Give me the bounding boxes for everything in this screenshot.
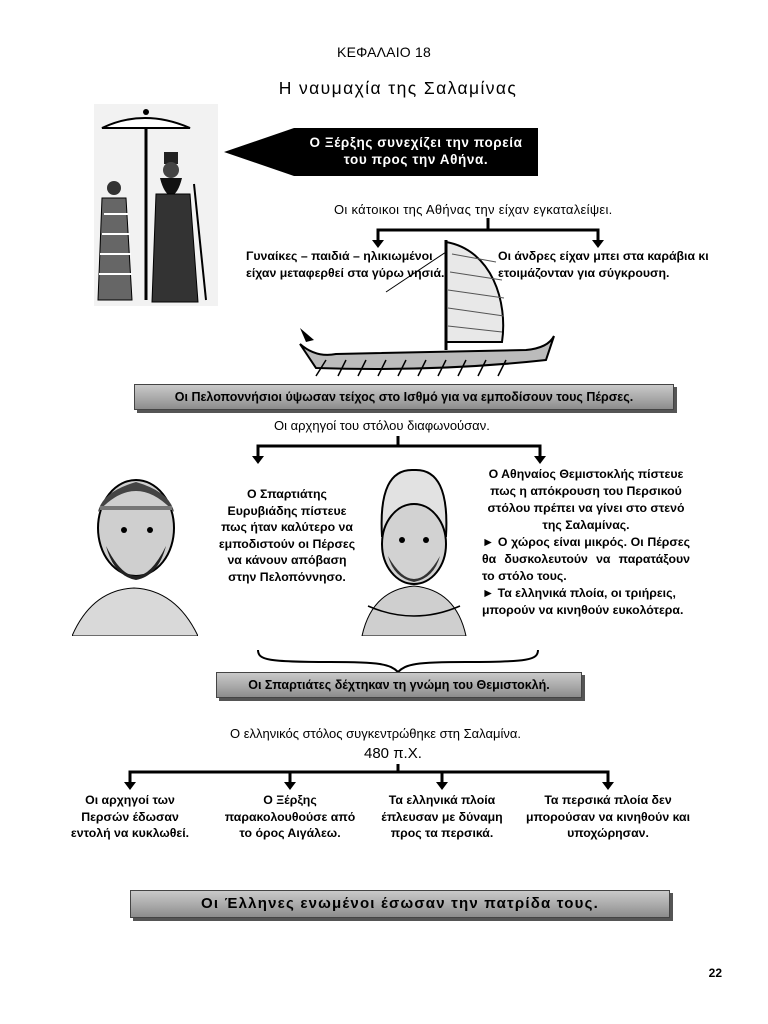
themistocles-intro: Ο Αθηναίος Θεμιστοκλής πίστευε πως η απόκρουση του Περσικού στόλου πρέπει να γίνει στο στενό της Σαλαμίνας. (487, 467, 685, 532)
men-ships-text: Οι άνδρες είχαν μπει στα καράβια κι ετοιμάζονταν για σύγκρουση. (498, 249, 709, 280)
outcome-item-3: Τα ελληνικά πλοία έπλευσαν με δύναμη προς τα περσικά. (381, 793, 503, 840)
themistocles-point-1-text: Ο χώρος είναι μικρός. Οι Πέρσες θα δυσκολευτούν να παρατάξουν το στόλο τους. (482, 535, 690, 583)
page-title: Η ναυμαχία της Σαλαμίνας (278, 78, 518, 98)
page-number: 22 (708, 966, 722, 980)
outcome-item-2: Ο Ξέρξης παρακολουθούσε από το όρος Αιγάλεω. (224, 793, 356, 840)
eurybiades-bust (72, 468, 198, 636)
year-label: 480 π.Χ. (364, 745, 422, 762)
leaders-disagreed-text: Οι αρχηγοί του στόλου διαφωνούσαν. (274, 418, 490, 433)
chapter-heading: ΚΕΦΑΛΑΙΟ 18 (337, 44, 431, 60)
themistocles-bust (358, 466, 470, 636)
outcome-item-4: Τα περσικά πλοία δεν μπορούσαν να κινηθούν και υποχώρησαν. (525, 793, 691, 840)
women-children-text: Γυναίκες – παιδιά – ηλικιωμένοι είχαν μεταφερθεί στα γύρω νησιά. (246, 249, 445, 280)
themistocles-text-block (482, 466, 690, 619)
wall-banner: Οι Πελοποννήσιοι ύψωσαν τείχος στο Ισθμό για να εμποδίσουν τους Πέρσες. (134, 384, 674, 410)
bullet-icon: ► (482, 586, 495, 600)
outcome-item-1: Οι αρχηγοί των Περσών έδωσαν εντολή να κυκλωθεί. (70, 793, 190, 840)
fleet-gathered-text: Ο ελληνικός στόλος συγκεντρώθηκε στη Σαλαμίνα. (230, 726, 521, 741)
themistocles-point-2 (482, 585, 690, 619)
bracket-leaders (258, 446, 540, 462)
final-banner: Οι Έλληνες ενωμένοι έσωσαν την πατρίδα τους. (130, 890, 670, 918)
athens-abandoned-text: Οι κάτοικοι της Αθήνας την είχαν εγκαταλείψει. (334, 202, 613, 217)
eurybiades-text: Ο Σπαρτιάτης Ευρυβιάδης πίστευε πως ήταν καλύτερο να εμποδιστούν οι Πέρσες να κάνουν απόβαση στην Πελοπόννησο. (218, 487, 356, 584)
themistocles-point-1 (482, 534, 690, 585)
curly-brace (258, 650, 538, 672)
spartans-accepted-banner: Οι Σπαρτιάτες δέχτηκαν τη γνώμη του Θεμιστοκλή. (216, 672, 582, 698)
bullet-icon: ► (482, 535, 495, 549)
themistocles-point-2-text: Τα ελληνικά πλοία, οι τριήρεις, μπορούν να κινηθούν ευκολότερα. (482, 586, 684, 617)
bracket-outcomes (130, 772, 608, 786)
xerxes-illustration (94, 104, 218, 306)
callout-text: Ο Ξέρξης συνεχίζει την πορεία του προς την Αθήνα. (309, 135, 523, 167)
